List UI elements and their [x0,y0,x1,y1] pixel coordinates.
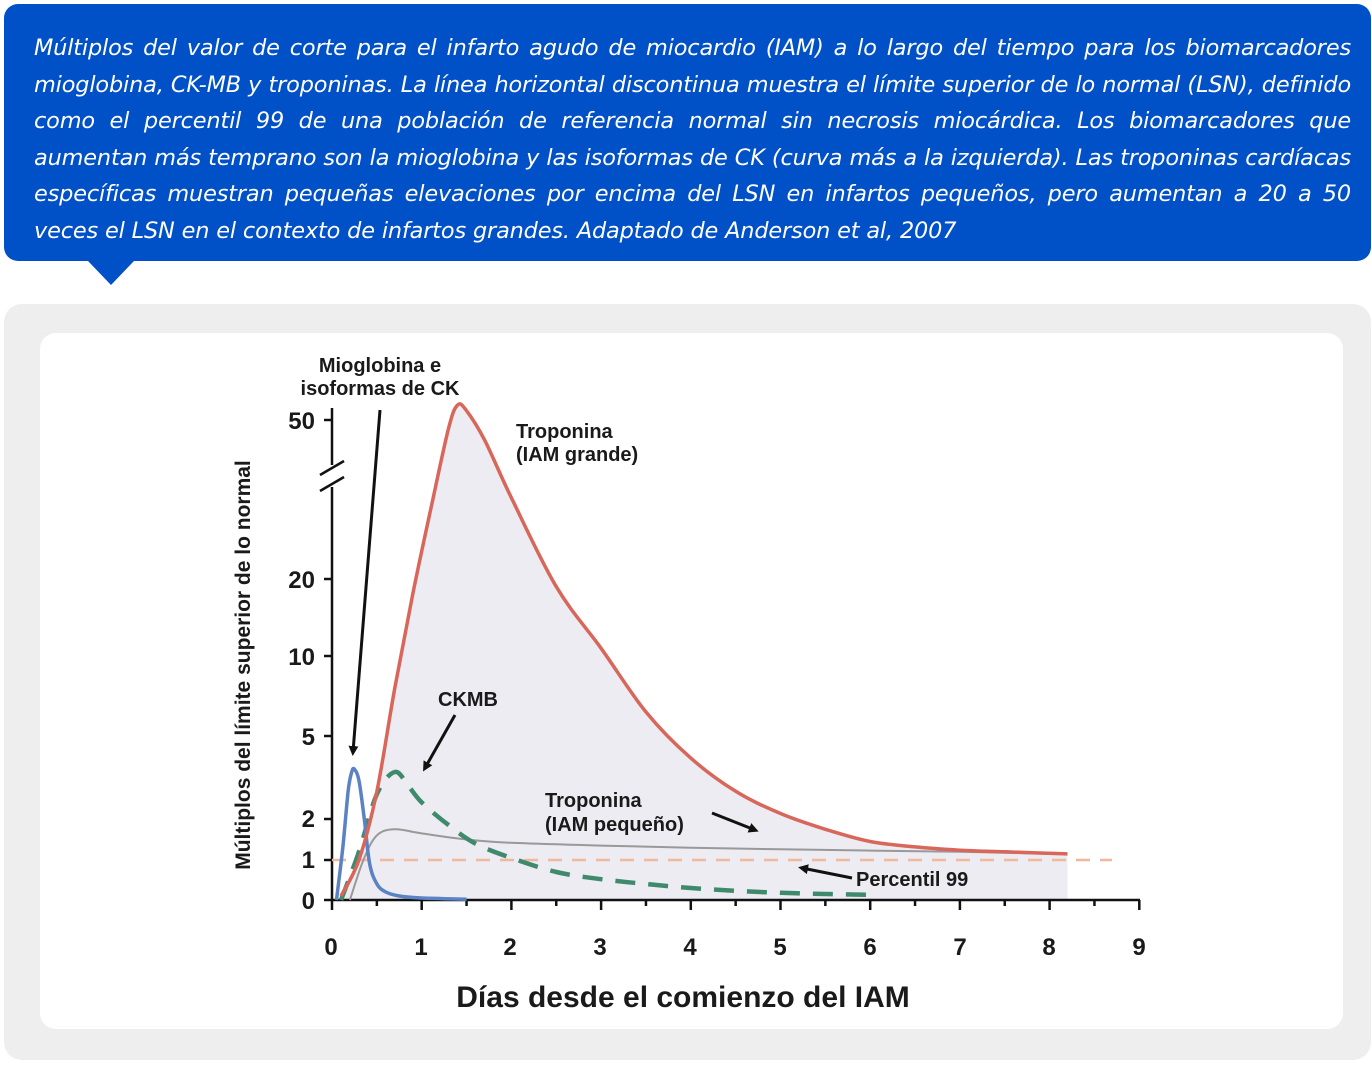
x-axis-title: Días desde el comienzo del IAM [456,981,910,1014]
x-tick-label-8: 8 [1042,934,1056,961]
x-tick-label-3: 3 [593,934,607,961]
x-tick-label-4: 4 [683,934,697,961]
x-tick-label-6: 6 [863,934,877,961]
y-tick-label-10: 10 [288,644,315,671]
y-tick-label-0: 0 [301,888,315,915]
x-tick-labels [324,934,1145,961]
y-tick-label-20: 20 [288,567,315,594]
x-tick-label-7: 7 [953,934,967,961]
x-tick-label-0: 0 [324,934,338,961]
x-tick-label-1: 1 [414,934,428,961]
y-tick-label-2: 2 [301,806,315,833]
troponin-small-label-line-2: (IAM pequeño) [545,814,684,836]
x-tick-label-5: 5 [773,934,787,961]
troponin-large-label-line-1: Troponina [516,421,613,443]
y-tick-labels [288,408,315,915]
ckmb-label: CKMB [438,689,498,711]
y-tick-label-1: 1 [301,847,315,874]
x-tick-label-9: 9 [1132,934,1146,961]
myoglobin-arrow [353,410,380,752]
troponin-small-label-line-1: Troponina [545,790,642,812]
x-tick-marks [332,900,1139,910]
myoglobin-label-line-2: isoformas de CK [300,378,460,400]
figure-caption: Múltiplos del valor de corte para el infarto agudo de miocardio (IAM) a lo largo del tiempo para los biomarcadores mioglobina, CK-MB y troponinas. La línea horizontal discontinua muestra el límite superior de lo normal (LSN), definido como el percentil 99 de una población de referencia normal sin necrosis miocárdica. Los biomarcadores que aumentan más temprano son la mioglobina y las isoformas de CK (curva más a la izquierda). Las troponinas cardíacas específicas muestran pequeñas elevaciones por encima del LSN en infartos pequeños, pero aumentan a 20 a 50 veces el LSN en el contexto de infartos grandes. Adaptado de Anderson et al, 2007 [34,35,1351,244]
y-axis-title: Múltiplos del límite superior de lo normal [232,460,255,870]
y-tick-label-50: 50 [288,408,315,435]
troponin-large-label-line-2: (IAM grande) [516,444,639,466]
percentile-99-label: Percentil 99 [856,869,969,891]
y-tick-label-5: 5 [301,724,315,751]
x-tick-label-2: 2 [503,934,517,961]
myoglobin-label-line-1: Mioglobina e [318,355,442,377]
troponin-large-area [341,404,1068,900]
